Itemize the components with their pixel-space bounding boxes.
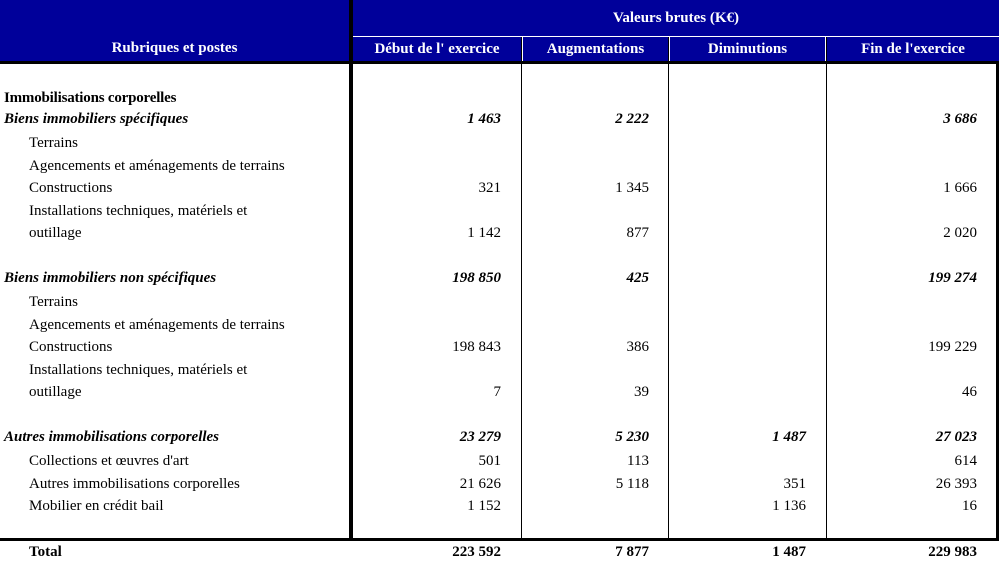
cell-diminutions: 1 136: [772, 498, 806, 514]
cell-augmentations: 5 230: [615, 429, 649, 445]
header-col-augmentations: [523, 37, 668, 61]
table-row: [0, 314, 999, 336]
cell-augmentations: 5 118: [615, 476, 649, 492]
cell-augmentations: 425: [626, 270, 649, 286]
cell-fin: 614: [954, 453, 977, 469]
row-label: Biens immobiliers spécifiques: [4, 111, 189, 127]
group-row: [0, 426, 999, 448]
cell-fin: 199 229: [928, 339, 977, 355]
row-label: Installations techniques, matériels et: [29, 203, 248, 219]
total-fin: 229 983: [928, 544, 977, 560]
cell-diminutions: 1 487: [772, 429, 806, 445]
cell-debut: 198 850: [452, 270, 501, 286]
row-label: Constructions: [29, 180, 113, 196]
cell-debut: 501: [478, 453, 501, 469]
cell-debut: 321: [478, 180, 501, 196]
table-row: [0, 222, 999, 244]
header-rubriques-label: Rubriques et postes: [111, 40, 238, 56]
table-row: [0, 200, 999, 222]
row-label: Mobilier en crédit bail: [29, 498, 164, 514]
cell-debut: 198 843: [452, 339, 501, 355]
header-col-augmentations-label: Augmentations: [546, 41, 645, 57]
cell-augmentations: 113: [627, 453, 649, 469]
table-row: [0, 450, 999, 472]
table-row: [0, 495, 999, 517]
row-label: Agencements et aménagements de terrains: [29, 158, 285, 174]
table-row: [0, 381, 999, 403]
cell-augmentations: 39: [634, 384, 649, 400]
row-label: Biens immobiliers non spécifiques: [4, 270, 217, 286]
cell-debut: 21 626: [459, 476, 501, 492]
row-label: Collections et œuvres d'art: [29, 453, 189, 469]
cell-fin: 199 274: [928, 270, 977, 286]
row-label: Autres immobilisations corporelles: [4, 429, 220, 445]
cell-fin: 3 686: [943, 111, 977, 127]
table-row: [0, 473, 999, 495]
cell-debut: 1 152: [467, 498, 501, 514]
row-label: Agencements et aménagements de terrains: [29, 317, 285, 333]
cell-fin: 2 020: [943, 225, 977, 241]
row-label: Constructions: [29, 339, 113, 355]
header-col-fin: [827, 37, 999, 61]
cell-fin: 16: [962, 498, 977, 514]
row-label: Installations techniques, matériels et: [29, 362, 248, 378]
row-label: outillage: [29, 225, 82, 241]
group-row: [0, 108, 999, 130]
section-row: [0, 87, 999, 109]
header-valeurs-brutes: [353, 0, 999, 37]
header-col-diminutions: [670, 37, 825, 61]
table-row: [0, 291, 999, 313]
cell-augmentations: 386: [626, 339, 649, 355]
cell-augmentations: 1 345: [615, 180, 649, 196]
table-row: [0, 177, 999, 199]
cell-fin: 26 393: [935, 476, 977, 492]
header-bottom-rule: [0, 61, 999, 64]
cell-fin: 27 023: [935, 429, 977, 445]
total-label: Total: [29, 544, 62, 560]
cell-debut: 1 142: [467, 225, 501, 241]
row-label: Terrains: [29, 294, 78, 310]
total-row: [0, 541, 999, 563]
row-label: outillage: [29, 384, 82, 400]
header-col-debut-label: Début de l' exercice: [374, 41, 500, 57]
cell-diminutions: 351: [783, 476, 806, 492]
row-label: Terrains: [29, 135, 78, 151]
total-diminutions: 1 487: [772, 544, 806, 560]
table-row: [0, 155, 999, 177]
table-row: [0, 336, 999, 358]
cell-debut: 23 279: [459, 429, 501, 445]
header-col-diminutions-label: Diminutions: [707, 41, 788, 57]
row-label: Autres immobilisations corporelles: [29, 476, 240, 492]
table-row: [0, 132, 999, 154]
group-row: [0, 267, 999, 289]
cell-fin: 46: [962, 384, 977, 400]
total-augmentations: 7 877: [615, 544, 649, 560]
cell-augmentations: 877: [626, 225, 649, 241]
cell-debut: 7: [493, 384, 501, 400]
header-valeurs-label: Valeurs brutes (K€): [612, 10, 740, 26]
cell-debut: 1 463: [467, 111, 501, 127]
total-debut: 223 592: [452, 544, 501, 560]
header-col-debut: [353, 37, 521, 61]
header-rubriques: [0, 0, 349, 61]
cell-fin: 1 666: [943, 180, 977, 196]
row-label: Immobilisations corporelles: [4, 90, 177, 106]
table-row: [0, 359, 999, 381]
header-col-fin-label: Fin de l'exercice: [861, 41, 965, 57]
cell-augmentations: 2 222: [615, 111, 649, 127]
